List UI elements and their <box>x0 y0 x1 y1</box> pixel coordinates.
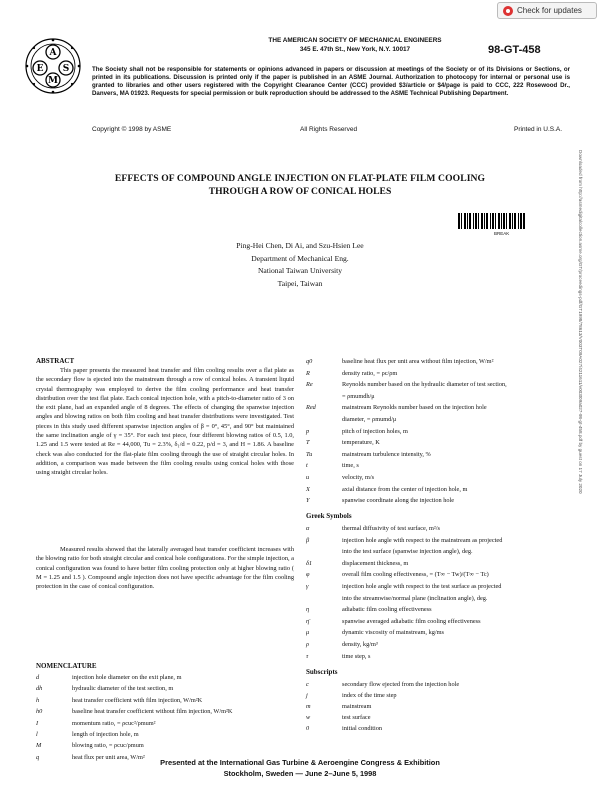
symbol: M <box>36 742 42 750</box>
symbol: φ <box>306 571 310 579</box>
definition: into the streamwise/normal plane (inclination angle), deg. <box>342 594 488 602</box>
symbol: γ <box>306 583 309 590</box>
barcode-break-label: BREAK <box>494 231 510 236</box>
paper-title-line1: EFFECTS OF COMPOUND ANGLE INJECTION ON FLAT-PLATE FILM COOLING <box>114 173 486 184</box>
definition: spanwise averaged adiabatic film cooling effectiveness <box>342 617 481 625</box>
symbol: Y <box>306 497 310 505</box>
author-names: Ping-Hei Chen, Di Ai, and Szu-Hsien Lee <box>236 241 364 250</box>
definition: diameter, = ρmumd/μ <box>342 416 397 423</box>
symbol: l <box>36 731 38 738</box>
subscripts-heading: Subscripts <box>306 668 338 676</box>
symbol: η <box>306 606 310 614</box>
nomenclature-row <box>306 426 576 438</box>
definition: Reynolds number based on the hydraulic diameter of test section, <box>342 381 507 389</box>
nomenclature-row <box>306 495 576 507</box>
symbol: T <box>306 439 310 447</box>
nomenclature-row <box>306 701 576 712</box>
nomenclature-row <box>306 639 576 651</box>
abstract-heading: ABSTRACT <box>36 357 75 365</box>
nomenclature-row <box>306 472 576 484</box>
definition: density ratio, = ρc/ρm <box>342 369 398 377</box>
definition: time, s <box>342 462 359 470</box>
nomenclature-row <box>306 593 576 605</box>
definition: overall film cooling effectiveness, = (T∞ − Tw)/(T∞ − Tc) <box>342 571 489 579</box>
nomenclature-row <box>306 581 576 593</box>
nomenclature-row <box>306 523 576 535</box>
abstract-paragraph-2: Measured results showed that the laterally averaged heat transfer coefficient increases with the blowing ratio for both straight circular and conical hole configurations. For the simple injection, a conical configuration was found to have better film cooling protection only at higher blowing ratio ( M = 1.25 and 1.5 ). Compound angle injection does not have specific advantage for the film cooling protection in the case of conical configuration. <box>36 546 294 591</box>
symbol: c <box>306 681 309 688</box>
nomenclature-row <box>306 690 576 701</box>
author-department: Department of Mechanical Eng. <box>251 253 349 263</box>
paper-title-line2: THROUGH A ROW OF CONICAL HOLES <box>208 186 392 197</box>
definition: heat transfer coefficient with film injection, W/m²K <box>72 696 203 704</box>
greek-symbols-heading: Greek Symbols <box>306 512 352 520</box>
abstract-paragraph-1: This paper presents the measured heat transfer and film cooling results over a flat plate as the secondary flow is ejected into the mainstream through a row of conical holes. A transient liquid crystal thermography was employed to derive the film cooling performance and heat transfer distribution over the test flat plate. Each conical injection hole, with a pitch-to-diameter ratio of 3 on the exit plane, had an expanded angle of 8 degrees. The effects of changing the spanwise injection angles and blowing ratios on both film cooling and heat transfer distributions were investigated. Test pieces in this study used different spanwise injection angles of β = 0°, 45°, and 90° but maintained the same inclination angle of γ = 35°. For each test piece, four different blowing ratios of 0.5, 1.0, 1.25 and 1.5 were tested at Re = 44,000, Tu = 2.3%, δ₁/d = 0.22, p/d = 3, and H = 1.86. A baseline check was also conducted for the flat-plate film cooling through the use of straight circular holes. In addition, a comparison was made between the film cooling results using conical holes with those using straight circular holes. <box>36 367 294 477</box>
symbol: t <box>306 462 308 470</box>
nomenclature-row <box>36 718 296 729</box>
nomenclature-row <box>306 449 576 461</box>
definition: momentum ratio, = ρcuc²/ρmum² <box>72 719 156 727</box>
nomenclature-row <box>306 535 576 547</box>
definition: hydraulic diameter of the test section, m <box>72 685 174 693</box>
symbol: q <box>36 753 40 761</box>
check-for-updates-button[interactable] <box>497 2 597 19</box>
symbol: Tu <box>306 450 313 458</box>
publication-disclaimer: The Society shall not be responsible for statements or opinions advanced in papers or discussion at meetings of the Society or of its Divisions or Sections, or printed in its publications. Discussion is printed only if the paper is published in an ASME Journal. Authorization to photocopy for internal or personal use is granted to libraries and other users registered with the Copyright Clearance Center (CCC) provided $3/article or $4/page is paid to CCC, 222 Rosewood Dr., Danvers, MA 01923. Requests for special permission or bulk reproduction should be addressed to the ASME Technical Publishing Department. <box>92 66 570 98</box>
symbol: δ1 <box>306 559 313 567</box>
definition: dynamic viscosity of mainstream, kg/ms <box>342 629 444 637</box>
symbol: I <box>36 719 39 727</box>
nomenclature-row <box>306 604 576 616</box>
svg-text:S: S <box>62 64 70 74</box>
definition: test surface <box>342 714 371 721</box>
symbol: X <box>306 485 310 493</box>
definition: secondary flow ejected from the injection hole <box>342 681 460 688</box>
definition: heat flux per unit area, W/m² <box>72 753 145 761</box>
definition: index of the time step <box>342 692 397 699</box>
symbol: ρ <box>306 641 310 648</box>
symbol: h0 <box>36 708 43 716</box>
definition: = ρmumdh/μ <box>342 392 375 400</box>
nomenclature-row <box>306 391 576 403</box>
paper-number: 98-GT-458 <box>488 44 541 56</box>
definition: mainstream Reynolds number based on the injection hole <box>342 404 487 412</box>
symbol: μ <box>306 629 310 637</box>
symbol: m <box>306 703 311 710</box>
nomenclature-row <box>306 651 576 663</box>
svg-text:A: A <box>49 48 57 58</box>
update-icon <box>503 6 513 16</box>
definition: blowing ratio, = ρcuc/ρmum <box>72 742 144 750</box>
author-university: National Taiwan University <box>257 266 343 276</box>
nomenclature-row <box>306 558 576 570</box>
nomenclature-row <box>36 729 296 740</box>
definition: injection hole angle with respect to the mainstream as projected <box>342 536 503 544</box>
definition: mainstream turbulence intensity, % <box>342 450 431 458</box>
definition: into the test surface (spanwise injection angle), deg. <box>342 548 473 556</box>
definition: thermal diffusivity of test surface, m²/s <box>342 525 440 532</box>
nomenclature-row <box>306 627 576 639</box>
definition: initial condition <box>342 725 383 732</box>
symbol: β <box>306 536 310 544</box>
nomenclature-row <box>306 484 576 496</box>
nomenclature-row <box>306 460 576 472</box>
symbol: Re <box>306 381 313 389</box>
definition: length of injection hole, m <box>72 731 139 738</box>
nomenclature-row <box>306 616 576 628</box>
nomenclature-row <box>306 723 576 734</box>
definition: spanwise coordinate along the injection hole <box>342 497 455 505</box>
definition: pitch of injection holes, m <box>342 427 408 435</box>
nomenclature-row <box>306 546 576 558</box>
symbol: j <box>306 692 308 699</box>
conference-line2: Stockholm, Sweden — June 2–June 5, 1998 <box>223 769 377 778</box>
definition: injection hole angle with respect to the test surface as projected <box>342 583 502 590</box>
symbol: τ <box>306 652 309 660</box>
symbol: u <box>306 474 310 481</box>
definition: displacement thickness, m <box>342 559 409 567</box>
symbol: h <box>36 696 40 704</box>
definition: mainstream <box>342 703 372 710</box>
download-side-note: Downloaded from http://asmedigitalcollection.asme.org/GT/proceedings-pdf/GT1998/78613/V003T09A027/4211611/v003t09a027-98-gt-458.pdf by guest on 17 July 2020 <box>578 150 583 494</box>
svg-text:E: E <box>36 64 44 74</box>
definition: injection hole diameter on the exit plane, m <box>72 674 182 681</box>
definition: temperature, K <box>342 439 380 447</box>
asme-logo <box>22 36 84 96</box>
symbol: p <box>306 427 310 435</box>
nomenclature-row <box>36 706 296 717</box>
nomenclature-row <box>36 672 296 683</box>
definition: adiabatic film cooling effectiveness <box>342 606 432 614</box>
nomenclature-row <box>306 679 576 690</box>
symbol: η̄ <box>306 617 310 625</box>
nomenclature-row <box>36 740 296 751</box>
barcode <box>458 213 525 229</box>
nomenclature-row <box>306 402 576 414</box>
nomenclature-row <box>306 414 576 426</box>
nomenclature-heading: NOMENCLATURE <box>36 662 97 670</box>
nomenclature-row <box>306 712 576 723</box>
nomenclature-row <box>306 437 576 449</box>
check-for-updates-label: Check for updates <box>517 6 582 15</box>
nomenclature-row <box>306 356 576 368</box>
symbol: w <box>306 714 311 721</box>
nomenclature-row <box>36 695 296 706</box>
nomenclature-row <box>306 379 576 391</box>
definition: baseline heat transfer coefficient without film injection, W/m²K <box>72 708 233 716</box>
definition: axial distance from the center of injection hole, m <box>342 485 468 493</box>
symbol: dh <box>36 685 43 693</box>
nomenclature-row <box>306 569 576 581</box>
symbol: Red <box>306 404 316 412</box>
symbol: d <box>36 674 40 681</box>
nomenclature-row <box>306 368 576 380</box>
definition: baseline heat flux per unit area without film injection, W/m² <box>342 358 494 365</box>
symbol: q0 <box>306 358 313 365</box>
svg-text:M: M <box>48 76 58 86</box>
definition: velocity, m/s <box>342 474 375 481</box>
definition: time step, s <box>342 652 371 660</box>
author-city: Taipei, Taiwan <box>277 278 323 288</box>
rights-notice: All Rights Reserved <box>300 126 358 133</box>
copyright-notice: Copyright © 1998 by ASME <box>92 126 172 133</box>
symbol: α <box>306 525 310 532</box>
printed-notice: Printed in U.S.A. <box>514 126 563 133</box>
definition: density, kg/m³ <box>342 641 378 648</box>
conference-line1: Presented at the International Gas Turbine & Aeroengine Congress & Exhibition <box>160 758 440 767</box>
symbol: R <box>306 369 310 377</box>
society-address: 345 E. 47th St., New York, N.Y. 10017 <box>299 46 411 53</box>
author-block <box>150 240 450 290</box>
symbol: 0 <box>306 725 310 732</box>
nomenclature-row <box>36 683 296 694</box>
society-name: THE AMERICAN SOCIETY OF MECHANICAL ENGINEERS <box>268 37 442 44</box>
